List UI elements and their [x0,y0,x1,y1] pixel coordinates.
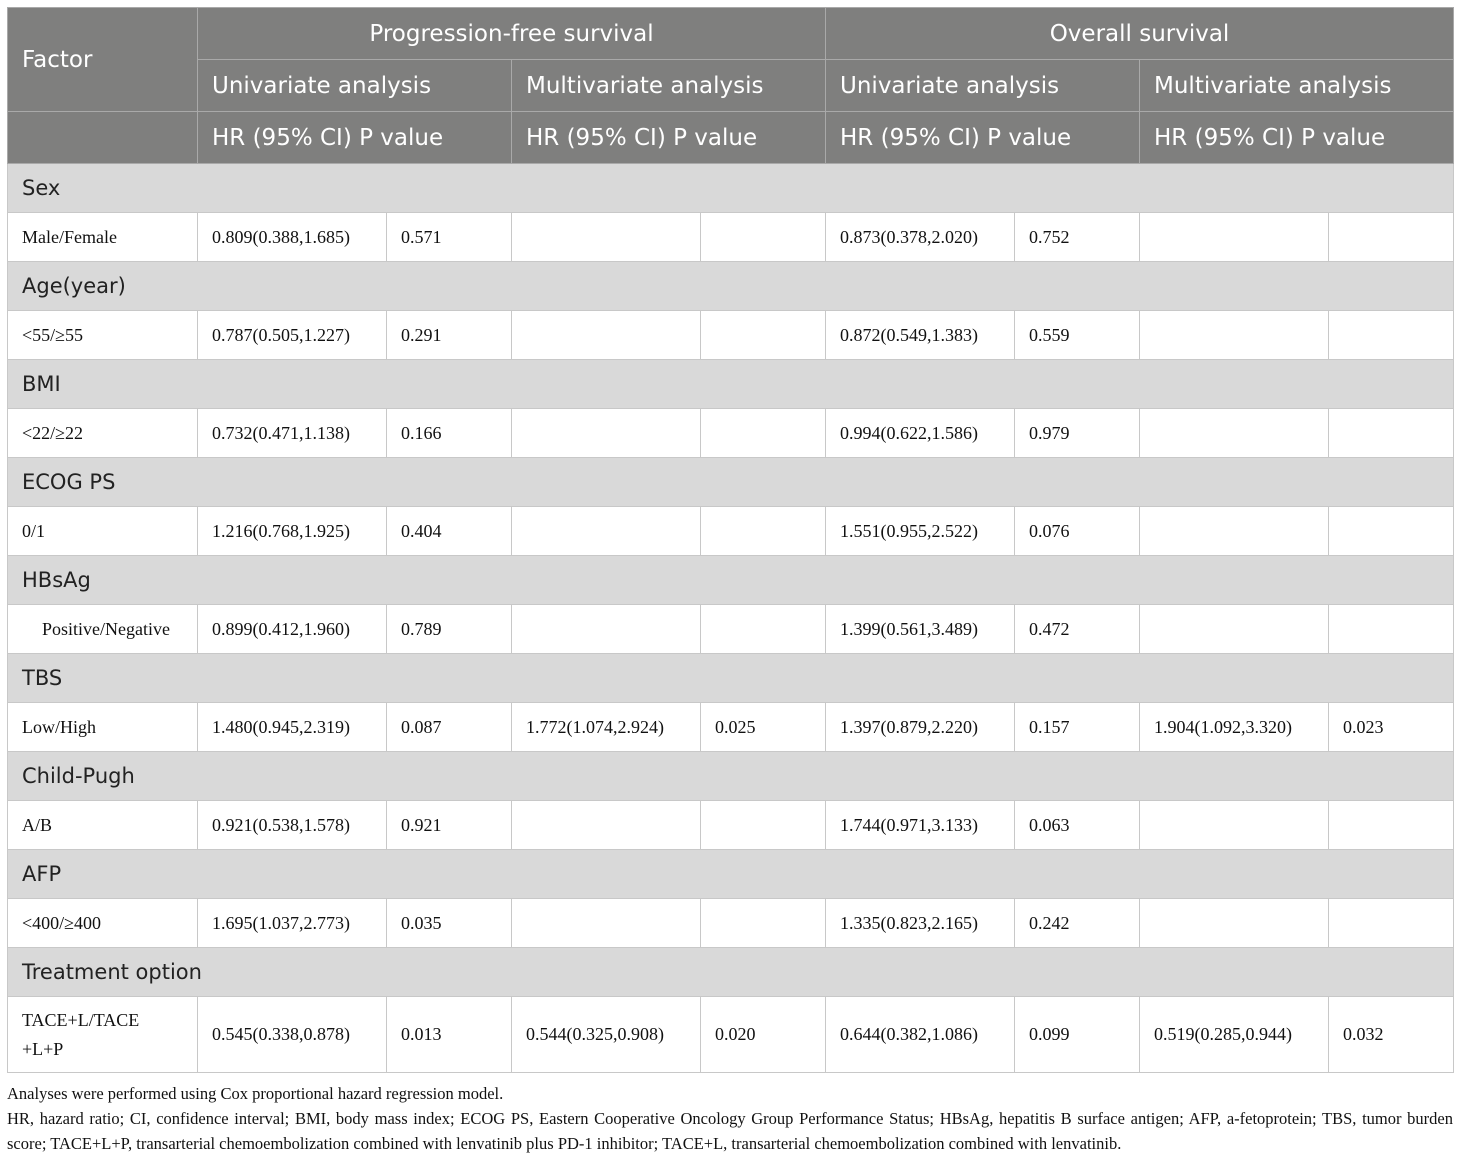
p-value-cell [701,311,826,360]
table-row [8,507,1454,556]
group-row [8,654,1454,703]
os-multivariate-hr-header: HR (95% CI) P value [1140,112,1454,164]
group-label: ECOG PS [8,458,1454,507]
hr-ci-cell: 0.921(0.538,1.578) [198,801,387,850]
p-value-cell: 0.020 [701,997,826,1073]
factor-level-cell: 0/1 [8,507,198,556]
hr-ci-cell [1140,899,1329,948]
hr-ci-cell: 1.551(0.955,2.522) [826,507,1015,556]
factor-level-cell: A/B [8,801,198,850]
hr-ci-cell [1140,311,1329,360]
hr-ci-cell [1140,507,1329,556]
hr-ci-cell: 1.335(0.823,2.165) [826,899,1015,948]
footnote-abbreviations: HR, hazard ratio; CI, confidence interval; BMI, body mass index; ECOG PS, Eastern Cooperative Oncology Group Performance Status; HBsAg, hepatitis B surface antigen; AFP, a-fetoprotein; TBS, tumor burden score; TACE+L+P, transarterial chemoembolization combined with lenvatinib plus PD-1 inhibitor; TACE+L, transarterial chemoembolization combined with lenvatinib. [7,1109,1453,1153]
hr-ci-cell: 1.480(0.945,2.319) [198,703,387,752]
factor-header: Factor [8,8,198,112]
hr-ci-cell: 1.695(1.037,2.773) [198,899,387,948]
pfs-multivariate-hr-header: HR (95% CI) P value [512,112,826,164]
table-row [8,801,1454,850]
factor-level-cell: <400/≥400 [8,899,198,948]
factor-level-cell: <22/≥22 [8,409,198,458]
p-value-cell: 0.099 [1015,997,1140,1073]
hr-ci-cell [512,899,701,948]
p-value-cell: 0.472 [1015,605,1140,654]
p-value-cell: 0.025 [701,703,826,752]
p-value-cell: 0.752 [1015,213,1140,262]
hr-ci-cell: 0.644(0.382,1.086) [826,997,1015,1073]
group-label: Child-Pugh [8,752,1454,801]
group-label: HBsAg [8,556,1454,605]
hr-ci-cell: 0.809(0.388,1.685) [198,213,387,262]
group-row [8,458,1454,507]
os-multivariate-header: Multivariate analysis [1140,60,1454,112]
factor-level-cell: Positive/Negative [8,605,198,654]
p-value-cell [1329,605,1454,654]
hr-ci-cell: 0.544(0.325,0.908) [512,997,701,1073]
factor-level-cell: Low/High [8,703,198,752]
p-value-cell [1329,899,1454,948]
hr-ci-cell: 1.772(1.074,2.924) [512,703,701,752]
group-row [8,556,1454,605]
table-row [8,703,1454,752]
group-label: Treatment option [8,948,1454,997]
table-header [8,8,1454,164]
hr-ci-cell [512,801,701,850]
hr-ci-cell [512,213,701,262]
p-value-cell [701,801,826,850]
p-value-cell: 0.032 [1329,997,1454,1073]
p-value-cell: 0.559 [1015,311,1140,360]
hr-ci-cell: 1.399(0.561,3.489) [826,605,1015,654]
hr-ci-cell [512,311,701,360]
footnote-method: Analyses were performed using Cox proportional hazard regression model. [7,1084,504,1103]
p-value-cell [1329,801,1454,850]
p-value-cell [1329,507,1454,556]
hr-ci-cell [512,409,701,458]
p-value-cell: 0.076 [1015,507,1140,556]
factor-header-spacer [8,112,198,164]
hr-ci-cell: 0.899(0.412,1.960) [198,605,387,654]
group-row [8,948,1454,997]
hr-ci-cell [1140,213,1329,262]
hr-ci-cell: 0.994(0.622,1.586) [826,409,1015,458]
p-value-cell: 0.157 [1015,703,1140,752]
group-label: Age(year) [8,262,1454,311]
p-value-cell [1329,213,1454,262]
hr-ci-cell: 0.872(0.549,1.383) [826,311,1015,360]
factor-level-cell: Male/Female [8,213,198,262]
p-value-cell [701,605,826,654]
hr-ci-cell: 0.519(0.285,0.944) [1140,997,1329,1073]
group-label: AFP [8,850,1454,899]
p-value-cell: 0.087 [387,703,512,752]
p-value-cell: 0.979 [1015,409,1140,458]
p-value-cell: 0.063 [1015,801,1140,850]
hr-ci-cell [1140,801,1329,850]
p-value-cell [701,507,826,556]
p-value-cell: 0.242 [1015,899,1140,948]
table-row [8,311,1454,360]
pfs-header: Progression-free survival [198,8,826,60]
p-value-cell [1329,409,1454,458]
p-value-cell: 0.921 [387,801,512,850]
p-value-cell: 0.291 [387,311,512,360]
table-row [8,997,1454,1073]
hr-ci-cell: 1.744(0.971,3.133) [826,801,1015,850]
hr-ci-cell: 0.873(0.378,2.020) [826,213,1015,262]
factor-level-cell: <55/≥55 [8,311,198,360]
hr-ci-cell: 1.216(0.768,1.925) [198,507,387,556]
pfs-univariate-hr-header: HR (95% CI) P value [198,112,512,164]
table-row [8,899,1454,948]
hr-ci-cell [512,605,701,654]
group-row [8,752,1454,801]
p-value-cell: 0.013 [387,997,512,1073]
p-value-cell: 0.035 [387,899,512,948]
group-label: BMI [8,360,1454,409]
hr-ci-cell: 0.787(0.505,1.227) [198,311,387,360]
p-value-cell [701,899,826,948]
group-label: Sex [8,164,1454,213]
p-value-cell [701,409,826,458]
hr-ci-cell: 1.904(1.092,3.320) [1140,703,1329,752]
results-table [7,7,1454,1073]
hr-ci-cell [1140,605,1329,654]
group-label: TBS [8,654,1454,703]
p-value-cell: 0.571 [387,213,512,262]
hr-ci-cell: 0.732(0.471,1.138) [198,409,387,458]
os-univariate-header: Univariate analysis [826,60,1140,112]
group-row [8,164,1454,213]
pfs-multivariate-header: Multivariate analysis [512,60,826,112]
group-row [8,360,1454,409]
group-row [8,262,1454,311]
hr-ci-cell [512,507,701,556]
table-footnotes [7,1081,1453,1156]
pfs-univariate-header: Univariate analysis [198,60,512,112]
p-value-cell: 0.404 [387,507,512,556]
table-row [8,409,1454,458]
factor-level-cell: TACE+L/TACE +L+P [8,997,198,1073]
os-univariate-hr-header: HR (95% CI) P value [826,112,1140,164]
table-row [8,605,1454,654]
hr-ci-cell [1140,409,1329,458]
group-row [8,850,1454,899]
os-header: Overall survival [826,8,1454,60]
table-body [8,164,1454,1073]
table-row [8,213,1454,262]
hr-ci-cell: 1.397(0.879,2.220) [826,703,1015,752]
hr-ci-cell: 0.545(0.338,0.878) [198,997,387,1073]
p-value-cell [701,213,826,262]
p-value-cell [1329,311,1454,360]
p-value-cell: 0.166 [387,409,512,458]
p-value-cell: 0.023 [1329,703,1454,752]
p-value-cell: 0.789 [387,605,512,654]
